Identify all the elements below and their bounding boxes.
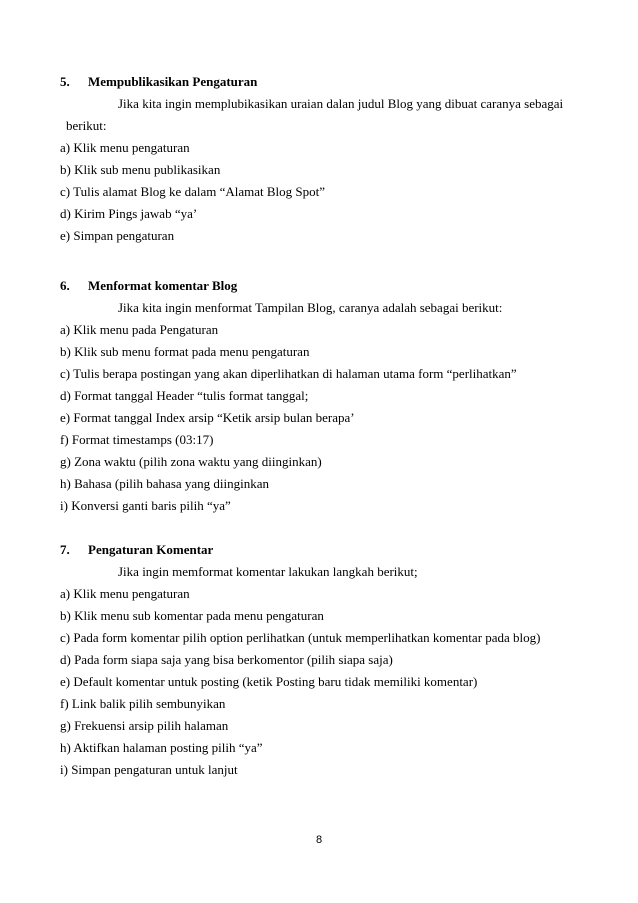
section-number: 7. — [60, 542, 70, 557]
section-heading — [60, 275, 600, 297]
section-intro: Jika ingin memformat komentar lakukan langkah berikut; — [118, 564, 418, 579]
list-item: c) Tulis alamat Blog ke dalam “Alamat Blog Spot” — [60, 184, 326, 199]
list-item: h) Aktifkan halaman posting pilih “ya” — [60, 740, 263, 755]
list-item: e) Format tanggal Index arsip “Ketik arsip bulan berapa’ — [60, 410, 355, 425]
list-item: b) Klik sub menu publikasikan — [60, 162, 221, 177]
list-item: b) Klik sub menu format pada menu pengaturan — [60, 344, 310, 359]
section-title: Menformat komentar Blog — [88, 278, 238, 293]
list-item: a) Klik menu pengaturan — [60, 586, 190, 601]
section-title: Pengaturan Komentar — [88, 542, 214, 557]
section-5 — [60, 71, 600, 247]
list-item: a) Klik menu pada Pengaturan — [60, 322, 219, 337]
section-7 — [60, 539, 600, 781]
list-item: d) Pada form siapa saja yang bisa berkomentor (pilih siapa saja) — [60, 652, 393, 667]
list-item: f) Link balik pilih sembunyikan — [60, 696, 226, 711]
section-6 — [60, 275, 600, 517]
list-item: h) Bahasa (pilih bahasa yang diinginkan — [60, 476, 270, 491]
list-item: d) Format tanggal Header “tulis format tanggal; — [60, 388, 309, 403]
list-item: c) Pada form komentar pilih option perlihatkan (untuk memperlihatkan komentar pada blog) — [60, 630, 541, 645]
section-title: Mempublikasikan Pengaturan — [88, 74, 258, 89]
list-item: i) Simpan pengaturan untuk lanjut — [60, 762, 238, 777]
list-item: e) Default komentar untuk posting (ketik Posting baru tidak memiliki komentar) — [60, 674, 478, 689]
list-item: e) Simpan pengaturan — [60, 228, 175, 243]
section-intro-continued: berikut: — [66, 118, 107, 133]
section-number: 5. — [60, 74, 70, 89]
list-item: d) Kirim Pings jawab “ya’ — [60, 206, 198, 221]
list-item: b) Klik menu sub komentar pada menu pengaturan — [60, 608, 324, 623]
section-intro: Jika kita ingin memplubikasikan uraian dalan judul Blog yang dibuat caranya sebagai — [118, 96, 564, 111]
list-item: f) Format timestamps (03:17) — [60, 432, 214, 447]
page-number: 8 — [315, 834, 323, 846]
section-heading — [60, 539, 600, 561]
list-item: i) Konversi ganti baris pilih “ya” — [60, 498, 231, 513]
list-item: g) Frekuensi arsip pilih halaman — [60, 718, 229, 733]
section-number: 6. — [60, 278, 70, 293]
section-heading — [60, 71, 600, 93]
list-item: g) Zona waktu (pilih zona waktu yang diinginkan) — [60, 454, 322, 469]
list-item: c) Tulis berapa postingan yang akan diperlihatkan di halaman utama form “perlihatkan” — [60, 366, 517, 381]
section-intro: Jika kita ingin menformat Tampilan Blog, caranya adalah sebagai berikut: — [118, 300, 503, 315]
list-item: a) Klik menu pengaturan — [60, 140, 190, 155]
